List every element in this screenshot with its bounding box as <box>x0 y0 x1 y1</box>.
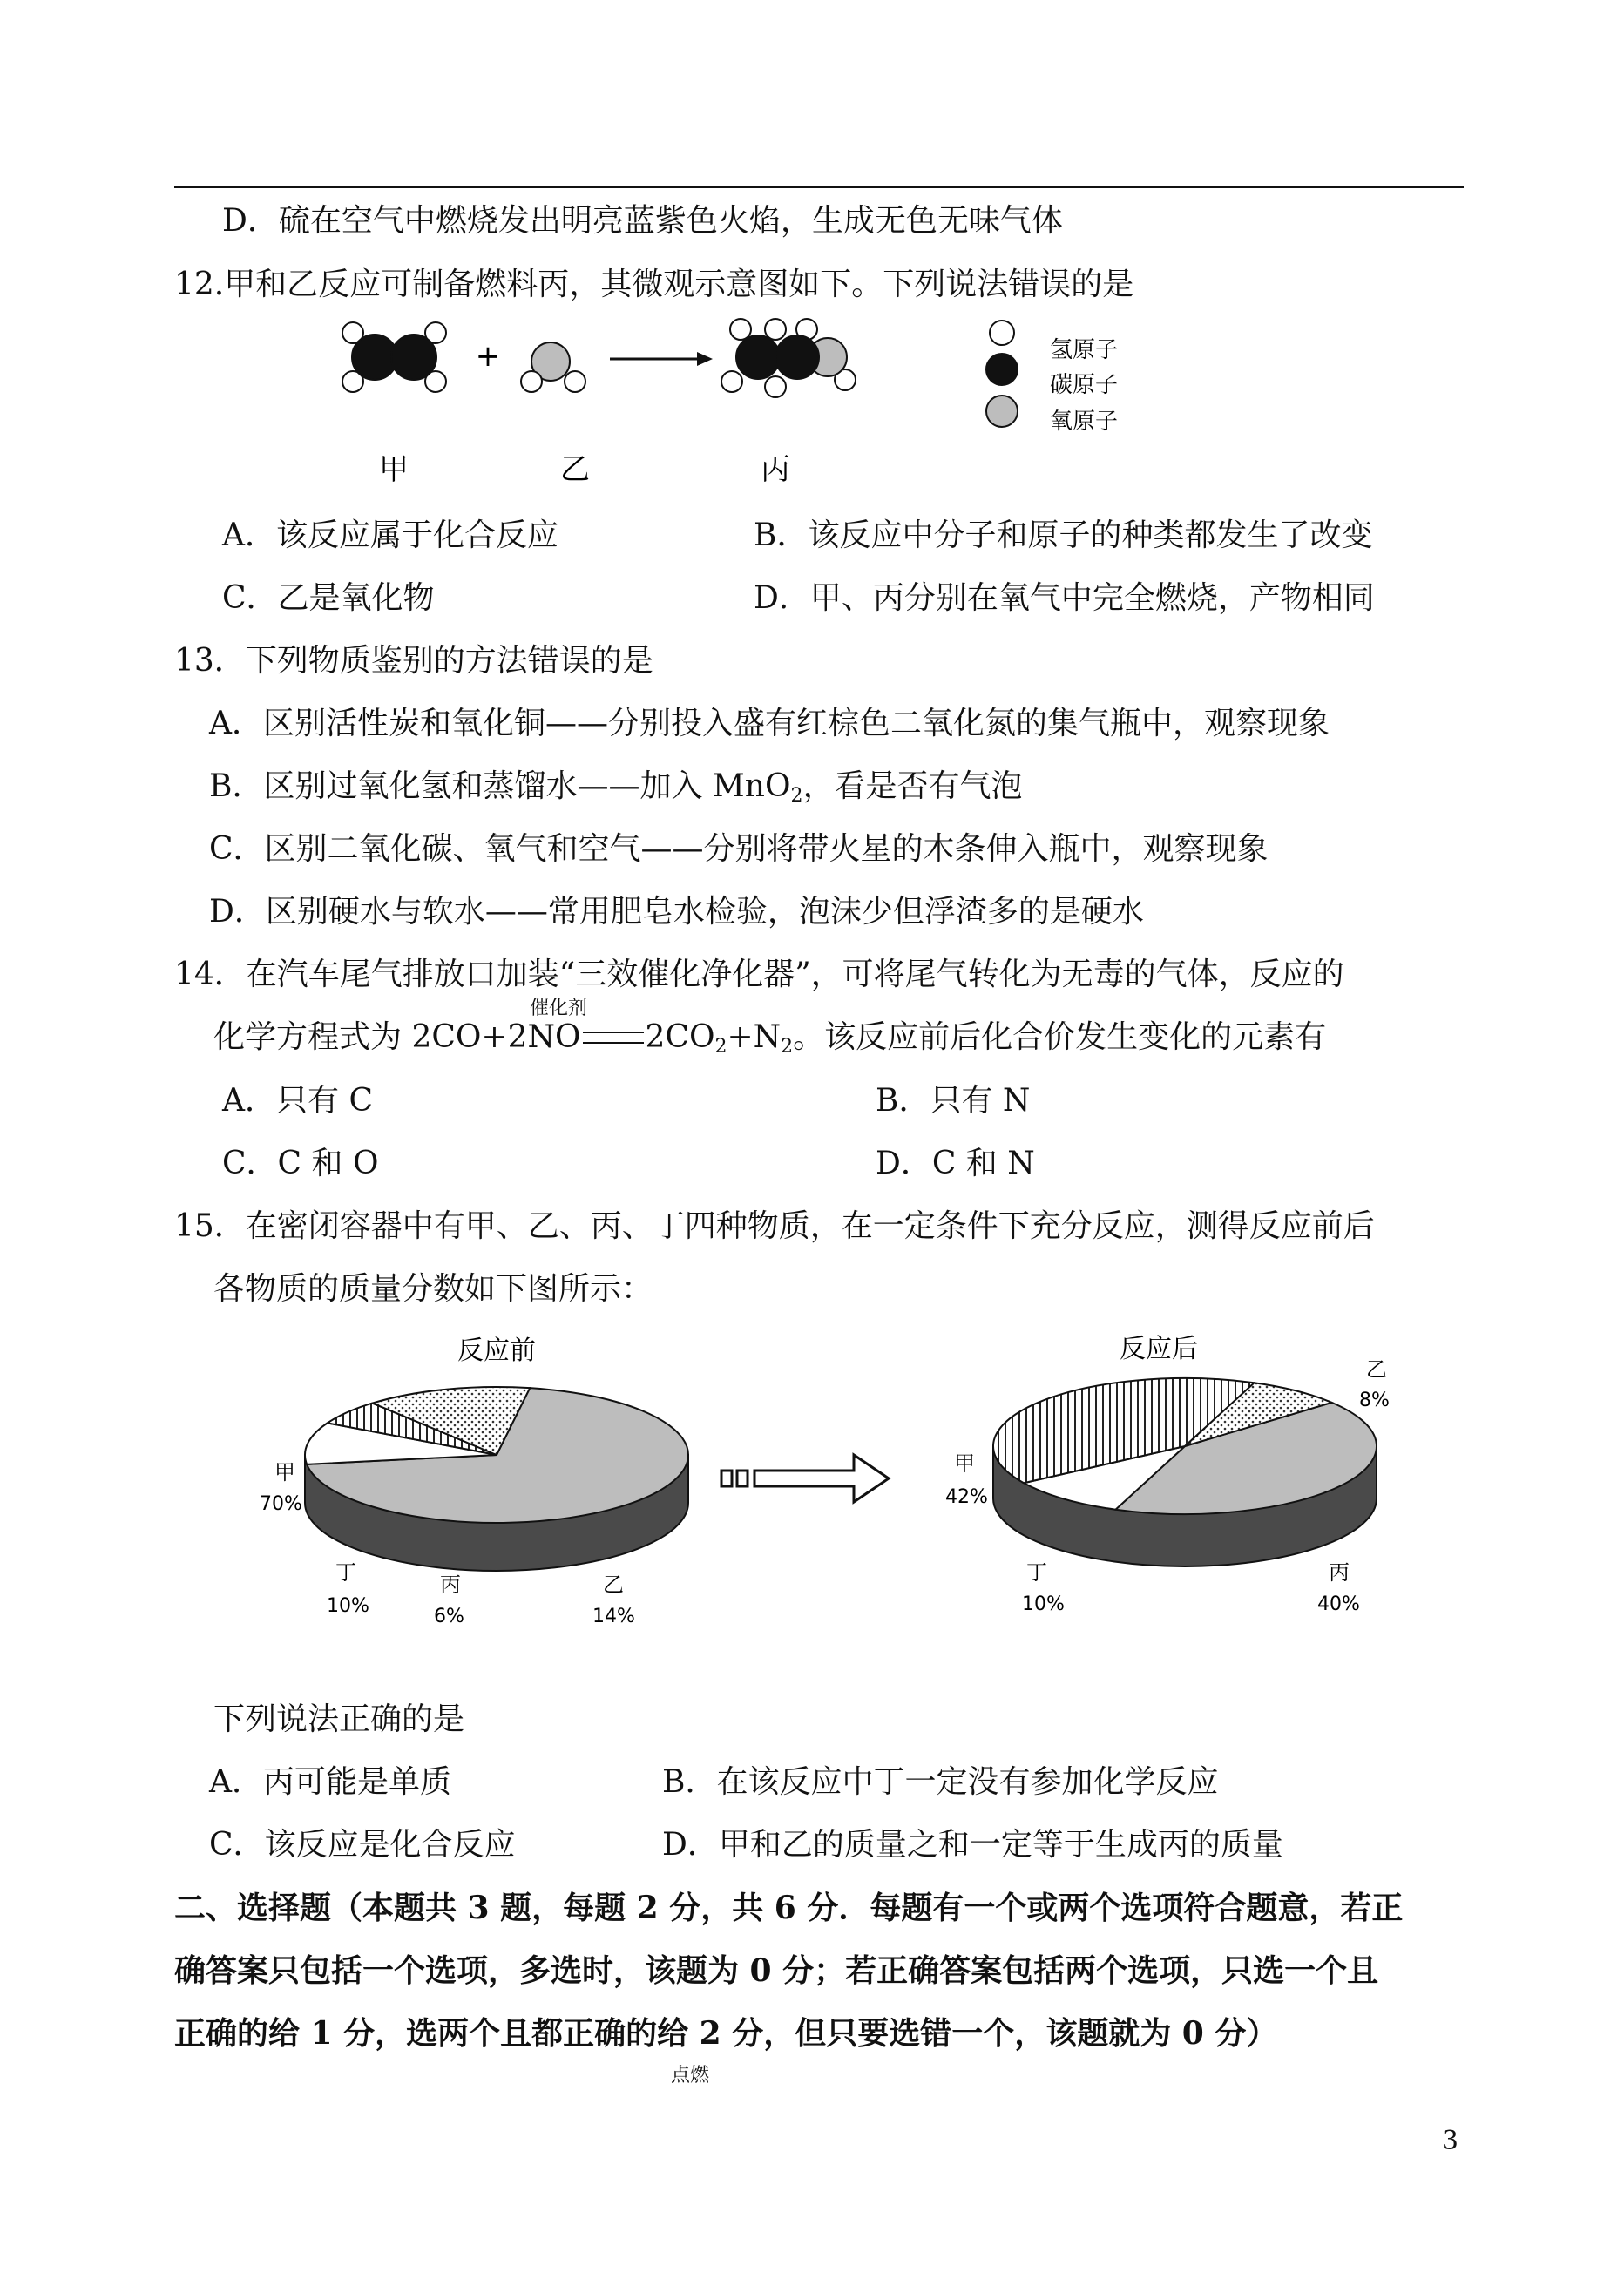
after-bing-name: 丙 <box>1329 1560 1350 1585</box>
after-jia-pct: 42% <box>945 1486 988 1508</box>
q12-stem: 12.甲和乙反应可制备燃料丙，其微观示意图如下。下列说法错误的是 <box>174 267 1134 302</box>
legend-carbon: 碳原子 <box>1050 372 1119 398</box>
after-bing-pct: 40% <box>1317 1593 1360 1615</box>
section2-instructions-line3: 正确的给 1 分，选两个且都正确的给 2 分，但只要选错一个，该题就为 0 分） <box>174 2015 1278 2052</box>
equation-equals-bar <box>583 1032 644 1044</box>
before-yi-name: 乙 <box>603 1573 624 1597</box>
after-ding-name: 丁 <box>1026 1560 1047 1585</box>
label-jia: 甲 <box>379 452 409 487</box>
q15-pie-figure <box>244 1333 1499 1638</box>
before-after-arrow <box>721 1455 889 1502</box>
molecule-bing <box>721 319 856 397</box>
q14-option-b: B．只有 N <box>876 1083 1031 1119</box>
q15-option-c: C．该反应是化合反应 <box>209 1827 516 1863</box>
q13-option-a: A．区别活性炭和氧化铜——分别投入盛有红棕色二氧化氮的集气瓶中，观察现象 <box>209 706 1330 741</box>
q13-option-b: B．区别过氧化氢和蒸馏水——加入 MnO$_2$，看是否有气泡 <box>209 768 1023 807</box>
q14-option-c: C．C 和 O <box>222 1146 379 1181</box>
atom-legend <box>986 321 1018 427</box>
legend-hydrogen: 氢原子 <box>1050 337 1119 363</box>
q12-molecule-diagram <box>322 314 1159 505</box>
q13-option-d: D．区别硬水与软水——常用肥皂水检验，泡沫少但浮渣多的是硬水 <box>209 894 1144 930</box>
legend-oxygen: 氧原子 <box>1050 409 1119 435</box>
q14-stem-line1: 14．在汽车尾气排放口加装“三效催化净化器”，可将尾气转化为无毒的气体，反应的 <box>174 957 1344 992</box>
q14-stem-line2: 化学方程式为 2CO+2NO $2CO_2+N_2$。该反应前后化合价发生变化的元素有 <box>213 1019 1327 1058</box>
after-yi-name: 乙 <box>1366 1357 1387 1382</box>
molecule-jia <box>342 322 446 392</box>
q11-option-d: D．硫在空气中燃烧发出明亮蓝紫色火焰，生成无色无味气体 <box>222 203 1063 239</box>
q12-option-b: B．该反应中分子和原子的种类都发生了改变 <box>754 517 1373 553</box>
pie-before <box>305 1387 688 1571</box>
q12-option-c: C．乙是氧化物 <box>222 580 435 616</box>
after-yi-pct: 8% <box>1359 1390 1390 1411</box>
header-rule <box>174 186 1464 188</box>
after-jia-name: 甲 <box>954 1451 975 1476</box>
pie-after-title: 反应后 <box>1120 1334 1198 1364</box>
before-bing-name: 丙 <box>440 1573 461 1597</box>
pie-before-title: 反应前 <box>457 1336 536 1366</box>
q13-stem: 13．下列物质鉴别的方法错误的是 <box>174 643 653 679</box>
before-ding-name: 丁 <box>335 1560 356 1585</box>
q13-option-c: C．区别二氧化碳、氧气和空气——分别将带火星的木条伸入瓶中，观察现象 <box>209 831 1269 867</box>
label-yi: 乙 <box>560 452 590 487</box>
before-jia-name: 甲 <box>274 1460 295 1485</box>
before-bing-pct: 6% <box>434 1606 464 1627</box>
q15-stem-line2: 各物质的质量分数如下图所示： <box>213 1271 653 1307</box>
after-ding-pct: 10% <box>1022 1593 1065 1615</box>
before-jia-pct: 70% <box>260 1493 302 1515</box>
molecule-yi <box>521 342 585 392</box>
section2-instructions-line2: 确答案只包括一个选项，多选时，该题为 0 分；若正确答案包括两个选项，只选一个且 <box>174 1952 1379 1989</box>
q12-option-a: A．该反应属于化合反应 <box>222 517 558 553</box>
section2-instructions-line1: 二、选择题（本题共 3 题，每题 2 分，共 6 分．每题有一个或两个选项符合题意，若正 <box>174 1890 1404 1926</box>
page-number: 3 <box>1441 2126 1458 2156</box>
q15-stem-line1: 15．在密闭容器中有甲、乙、丙、丁四种物质，在一定条件下充分反应，测得反应前后 <box>174 1208 1375 1244</box>
q12-option-d: D．甲、丙分别在氧气中完全燃烧，产物相同 <box>754 580 1375 616</box>
q15-option-a: A．丙可能是单质 <box>209 1764 451 1800</box>
q15-option-d: D．甲和乙的质量之和一定等于生成丙的质量 <box>662 1827 1283 1863</box>
before-ding-pct: 10% <box>327 1595 369 1617</box>
reaction-arrow <box>610 352 713 366</box>
q14-option-d: D．C 和 N <box>876 1146 1035 1181</box>
q15-ask: 下列说法正确的是 <box>213 1701 465 1737</box>
stray-dianran-label: 点燃 <box>671 2065 710 2087</box>
label-bing: 丙 <box>761 452 790 487</box>
plus-sign: + <box>475 339 501 374</box>
pie-after <box>993 1378 1377 1566</box>
q15-option-b: B．在该反应中丁一定没有参加化学反应 <box>662 1764 1219 1800</box>
catalyst-label: 催化剂 <box>530 998 588 1019</box>
q14-option-a: A．只有 C <box>222 1083 373 1119</box>
before-yi-pct: 14% <box>592 1606 635 1627</box>
